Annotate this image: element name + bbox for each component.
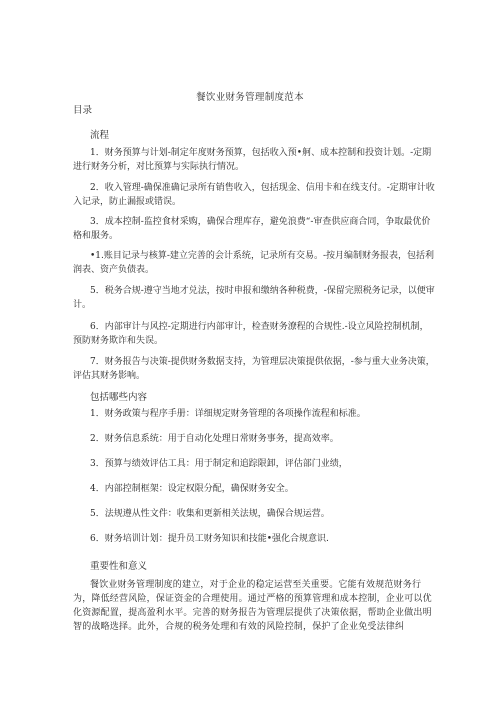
section-heading-contents: 包括哪些内容 — [90, 392, 148, 403]
list-item: •1.账目记录与核算-建立完善的会计系统，记录所有交易。-按月编制财务报表，包括利润表、资产负债表。 — [73, 251, 434, 275]
list-item: 6．财务培训计划：提升员工财务知识和技能•强化合规意识. — [90, 534, 329, 544]
list-item: 5．税务合规-遵守当地才兑法，按时申报和缴纳各种税费，-保留完照税务记录，以便审计。 — [73, 286, 435, 310]
list-item: 6．内部审计与风控-定期进行内部审计，检查财务潦程的合规性.-设立风险控制机制，预防财务欺诈和失误。 — [73, 322, 429, 346]
list-item: 2．收入管理-确保准确记录所有销售收入，包括现金、信用卡和在线支付。-定期审计收入记录，防止漏报或错误。 — [73, 183, 435, 207]
list-item: 3．预算与绩效评估工具：用于制定和追踪限卸，评估部门业绩， — [90, 459, 348, 469]
list-item: 1．财务预算与计划-制定年度财务预算，包括收入预•舸、成本控制和投资计划。-定期进行财务分析，对比预算与实际执行情况。 — [73, 148, 432, 172]
list-item: 1．财务政策与程序手册：详细规定财务管理的各项操作流程和标准。 — [90, 409, 366, 419]
document-title: 餐饮业财务管理制度范本 — [196, 92, 304, 103]
section-heading-process: 流程 — [90, 130, 110, 141]
body-paragraph: 餐饮业财务管理制度的建立，对于企业的稳定运营至关重要。它能有效规范财务行为，降低经营风险，保证资金的合理使用。通过严格的预算管理和成本控制，企业可以优化资源配置，提高盈利水平。完善的财务报告为管理层提供了决策依据，帮助企业做出明智的战略选择。此外，合规的税务处理和有效的风险控制，保护了企业免受法律纠 — [73, 580, 432, 632]
list-item: 3．成本控制-监控食材采购，确保合理库存，避免浪费“-审查供应商合同，争取最优价格和服务。 — [73, 217, 431, 241]
table-of-contents-label: 目录 — [73, 105, 93, 116]
list-item: 5．法规遵从性文件：收集和更新相关法规，确保合规运营。 — [90, 509, 330, 519]
list-item: 7．财务报告与决策-提供财务数据支持，为管理层决策提供依据，-参与重大业务决策，评估其财务影响。 — [73, 357, 435, 381]
list-item: 2．财务信息系统：用于自动化处理日常财务事务，提高效率。 — [90, 434, 339, 444]
section-heading-importance: 重要性和意义 — [90, 561, 148, 572]
list-item: 4．内部控制框架：设定权限分配，确保财务安全。 — [90, 484, 294, 494]
